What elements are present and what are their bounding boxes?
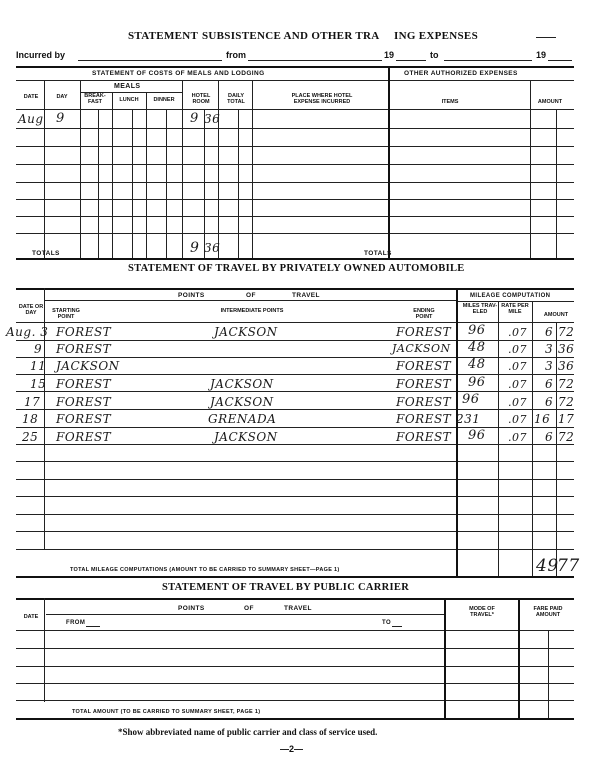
auto-row-rate: .07 <box>508 343 527 356</box>
carrier-mode-header: MODE OF TRAVEL* <box>469 606 495 618</box>
auto-row-start: FOREST <box>56 430 112 444</box>
auto-row-start: FOREST <box>56 325 112 339</box>
year1-line <box>396 60 426 61</box>
col-breakfast-header: BREAK-FAST <box>84 93 106 105</box>
col-date-header: DATE <box>23 94 39 100</box>
auto-row-amount-dollars: 6 <box>545 377 554 391</box>
carrier-points-label: POINTS <box>178 605 205 612</box>
auto-row-start: FOREST <box>56 395 112 409</box>
other-expenses-title: OTHER AUTHORIZED EXPENSES <box>404 70 518 77</box>
auto-row-date: 15 <box>30 377 47 391</box>
auto-row-end: FOREST <box>396 325 452 339</box>
auto-section-title: STATEMENT OF TRAVEL BY PRIVATELY OWNED AUTOMOBILE <box>128 263 465 274</box>
auto-row-end: FOREST <box>396 377 452 391</box>
auto-row-amount-dollars: 3 <box>545 359 554 373</box>
auto-row-amount-dollars: 6 <box>545 430 554 444</box>
from-line <box>248 60 382 61</box>
meals-totals-label: TOTALS <box>32 250 60 257</box>
auto-points-label: POINTS <box>178 292 205 299</box>
auto-row-end: FOREST <box>396 412 452 426</box>
to-line <box>444 60 532 61</box>
auto-total-label: TOTAL MILEAGE COMPUTATIONS (AMOUNT TO BE CARRIED TO SUMMARY SHEET—PAGE 1) <box>70 567 340 573</box>
col-starting-header: STARTING POINT <box>52 308 80 320</box>
auto-row-end: FOREST <box>396 395 452 409</box>
auto-total-cents: 77 <box>557 556 580 576</box>
auto-row-end: FOREST <box>396 359 452 373</box>
form-title-left: STATEMENT <box>128 30 199 42</box>
incurred-by-line <box>78 60 222 61</box>
auto-row-amount-cents: 72 <box>558 430 575 444</box>
meal-row-date: Aug <box>18 112 44 126</box>
auto-row-start: JACKSON <box>56 359 120 373</box>
meal-row-hotel-dollars: 9 <box>190 111 199 126</box>
auto-row-amount-cents: 72 <box>558 325 575 339</box>
year2-label: 19 <box>536 50 547 60</box>
auto-row-date: 9 <box>34 342 43 356</box>
auto-row-date: 18 <box>22 412 39 426</box>
meal-row-hotel-cents: 36 <box>204 112 221 126</box>
col-amount-header: AMOUNT <box>537 99 563 105</box>
auto-row-rate: .07 <box>508 413 527 426</box>
col-daily-total-header: DAILY TOTAL <box>227 93 245 105</box>
carrier-col-date-header: DATE <box>23 614 39 620</box>
auto-row-rate: .07 <box>508 378 527 391</box>
col-place-header: PLACE WHERE HOTEL EXPENSE INCURRED <box>291 93 353 105</box>
auto-row-miles: 48 <box>468 357 486 372</box>
auto-row-amount-cents: 72 <box>558 395 575 409</box>
col-lunch-header: LUNCH <box>119 97 139 103</box>
auto-row-rate: .07 <box>508 396 527 409</box>
auto-row-intermediate: JACKSON <box>210 377 274 391</box>
auto-row-miles: 231 <box>456 412 481 426</box>
auto-row-date: Aug. 3 <box>6 325 49 339</box>
carrier-travel-label: TRAVEL <box>284 605 312 612</box>
auto-row-start: FOREST <box>56 412 112 426</box>
incurred-by-label: Incurred by <box>16 50 66 60</box>
auto-row-amount-cents: 36 <box>558 342 575 356</box>
auto-row-rate: .07 <box>508 431 527 444</box>
auto-row-amount-cents: 17 <box>558 412 575 426</box>
other-totals-label: TOTALS <box>364 250 392 257</box>
carrier-to-label: TO <box>382 620 392 626</box>
auto-row-intermediate: JACKSON <box>214 325 278 339</box>
auto-row-date: 11 <box>30 359 47 373</box>
col-auto-amount-header: AMOUNT <box>543 312 569 318</box>
carrier-fare-header: FARE PAID AMOUNT <box>533 606 563 618</box>
total-hotel-dollars: 9 <box>190 240 200 256</box>
to-label: to <box>430 50 439 60</box>
col-ending-header: ENDING POINT <box>413 308 435 320</box>
auto-row-amount-cents: 36 <box>558 359 575 373</box>
auto-travel-label: TRAVEL <box>292 292 320 299</box>
col-hotel-header: HOTEL ROOM <box>191 93 211 105</box>
auto-row-miles: 96 <box>468 375 486 390</box>
header-mark <box>536 37 556 38</box>
auto-row-end: FOREST <box>396 430 452 444</box>
mileage-computation-label: MILEAGE COMPUTATION <box>470 293 551 299</box>
auto-row-end: JACKSON <box>392 342 451 355</box>
meal-row-day: 9 <box>56 111 65 126</box>
carrier-total-label: TOTAL AMOUNT (TO BE CARRIED TO SUMMARY SHEET, PAGE 1) <box>72 709 261 715</box>
auto-row-date: 25 <box>22 430 39 444</box>
auto-row-intermediate: GRENADA <box>208 412 277 426</box>
col-dinner-header: DINNER <box>153 97 175 103</box>
auto-col-date-header: DATE OR DAY <box>18 304 44 316</box>
total-hotel-cents: 36 <box>204 241 221 255</box>
auto-row-amount-dollars: 16 <box>534 412 551 426</box>
col-items-header: ITEMS <box>441 99 459 105</box>
auto-row-miles: 96 <box>462 392 480 407</box>
auto-row-rate: .07 <box>508 360 527 373</box>
page-number: —2— <box>280 744 304 754</box>
meals-section-title: STATEMENT OF COSTS OF MEALS AND LODGING <box>92 70 265 77</box>
auto-row-miles: 48 <box>468 340 486 355</box>
col-day-header: DAY <box>56 94 68 100</box>
auto-row-amount-dollars: 3 <box>545 342 554 356</box>
auto-row-miles: 96 <box>468 428 486 443</box>
auto-row-date: 17 <box>24 395 41 409</box>
auto-row-start: FOREST <box>56 377 112 391</box>
auto-of-label: OF <box>246 292 256 299</box>
carrier-section-title: STATEMENT OF TRAVEL BY PUBLIC CARRIER <box>162 582 410 593</box>
auto-row-amount-dollars: 6 <box>545 395 554 409</box>
auto-row-intermediate: JACKSON <box>214 430 278 444</box>
from-label: from <box>226 50 246 60</box>
auto-row-miles: 96 <box>468 323 486 338</box>
carrier-of-label: OF <box>244 605 254 612</box>
col-intermediate-header: INTERMEDIATE POINTS <box>220 308 284 314</box>
year1-label: 19 <box>384 50 395 60</box>
meals-header: MEALS <box>114 83 141 90</box>
col-rate-header: RATE PER MILE <box>501 303 529 315</box>
auto-row-intermediate: JACKSON <box>210 395 274 409</box>
footnote: *Show abbreviated name of public carrier and class of service used. <box>118 727 378 737</box>
form-title-right: ING EXPENSES <box>394 30 478 42</box>
form-title-mid: SUBSISTENCE AND OTHER TRA <box>202 30 380 42</box>
auto-row-amount-dollars: 6 <box>545 325 554 339</box>
auto-row-start: FOREST <box>56 342 112 356</box>
col-miles-header: MILES TRAV-ELED <box>462 303 498 315</box>
auto-row-rate: .07 <box>508 326 527 339</box>
auto-row-amount-cents: 72 <box>558 377 575 391</box>
auto-total-dollars: 49 <box>536 556 559 576</box>
carrier-from-label: FROM <box>66 620 86 626</box>
year2-line <box>548 60 572 61</box>
